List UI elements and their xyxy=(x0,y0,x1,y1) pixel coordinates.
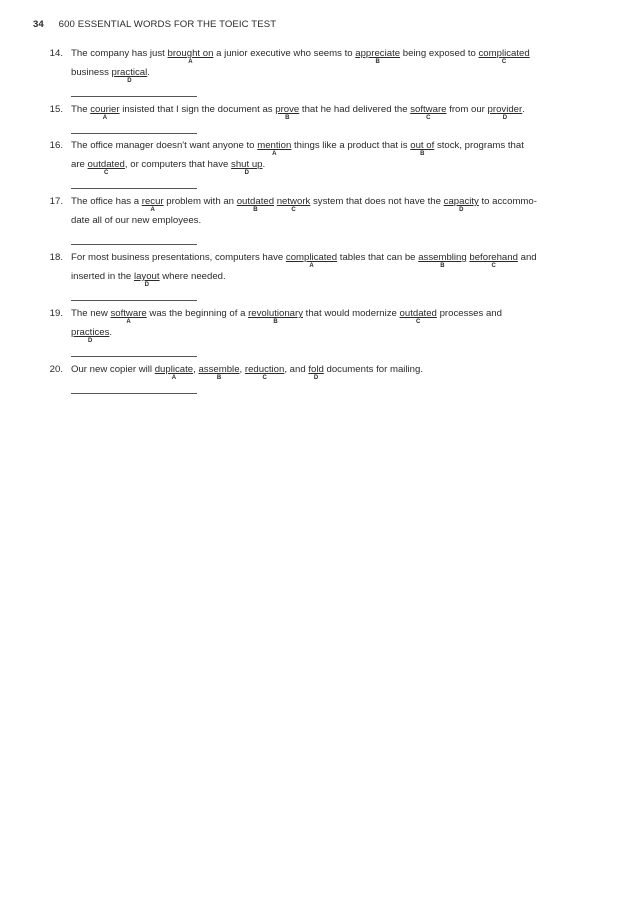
underlined-option: shut up D xyxy=(231,159,263,176)
question-text-line: The new software A was the beginning of a revolutionary B that would modernize outdated C processes and xyxy=(71,308,502,325)
option-letter: A xyxy=(126,319,131,325)
underlined-option: software A xyxy=(110,308,147,325)
underlined-option: appreciate B xyxy=(355,48,401,65)
option-letter: B xyxy=(440,263,445,269)
answer-blank-line[interactable] xyxy=(71,356,197,357)
option-letter: B xyxy=(420,151,425,157)
option-letter: A xyxy=(188,59,193,65)
underlined-option: revolutionary B xyxy=(248,308,304,325)
underlined-option: beforehand C xyxy=(469,252,518,269)
option-letter: D xyxy=(127,78,132,84)
underlined-option: reduction C xyxy=(244,364,285,381)
option-letter: C xyxy=(416,319,421,325)
question-text-line: The company has just brought on A a junior executive who seems to appreciate B being exposed to complicated C xyxy=(71,48,530,65)
option-letter: A xyxy=(309,263,314,269)
underlined-option: outdated C xyxy=(399,308,437,325)
underlined-option: complicated C xyxy=(478,48,530,65)
option-letter: D xyxy=(313,375,319,381)
running-head xyxy=(33,19,276,30)
option-letter: B xyxy=(375,59,380,65)
option-letter: B xyxy=(216,375,222,381)
option-letter: C xyxy=(501,59,507,65)
option-letter: C xyxy=(291,207,296,213)
option-letter: C xyxy=(104,170,109,176)
question-number: 19. xyxy=(49,308,63,319)
underlined-option: out of B xyxy=(410,140,435,157)
option-letter: D xyxy=(459,207,464,213)
answer-blank-line[interactable] xyxy=(71,188,197,189)
option-letter: B xyxy=(253,207,258,213)
question-number: 17. xyxy=(49,196,63,207)
question-number: 14. xyxy=(49,48,63,59)
option-letter: A xyxy=(150,207,155,213)
question-number: 16. xyxy=(49,140,63,151)
underlined-option: layout D xyxy=(133,271,160,288)
option-letter: C xyxy=(426,115,431,121)
option-letter: B xyxy=(285,115,290,121)
answer-blank-line[interactable] xyxy=(71,133,197,134)
underlined-option: fold D xyxy=(308,364,324,381)
option-letter: C xyxy=(491,263,496,269)
underlined-option: assemble B xyxy=(198,364,240,381)
question-number: 18. xyxy=(49,252,63,263)
answer-blank-line[interactable] xyxy=(71,244,197,245)
option-letter: A xyxy=(102,115,108,121)
underlined-option: capacity D xyxy=(443,196,479,213)
underlined-option: software C xyxy=(410,104,447,121)
option-letter: A xyxy=(171,375,177,381)
underlined-option: practices D xyxy=(71,327,110,344)
underlined-option: duplicate A xyxy=(154,364,194,381)
question-text-line: business practical D . xyxy=(71,67,150,84)
underlined-option: complicated A xyxy=(285,252,338,269)
option-letter: D xyxy=(244,170,249,176)
option-letter: D xyxy=(88,338,93,344)
question-text-line: practices D . xyxy=(71,327,113,344)
underlined-option: provider D xyxy=(487,104,523,121)
page-number: 34 xyxy=(33,19,44,30)
option-letter: A xyxy=(272,151,277,157)
answer-blank-line[interactable] xyxy=(71,300,197,301)
underlined-option: practical D xyxy=(111,67,148,84)
question-text-line: For most business presentations, computers have complicated A tables that can be assembling B beforehand C and xyxy=(71,252,537,269)
underlined-option: outdated C xyxy=(87,159,125,176)
underlined-option: mention A xyxy=(257,140,292,157)
answer-blank-line[interactable] xyxy=(71,393,197,394)
option-letter: C xyxy=(262,375,267,381)
underlined-option: assembling B xyxy=(418,252,467,269)
underlined-option: outdated B xyxy=(236,196,275,213)
question-text-line: date all of our new employees. xyxy=(71,215,202,226)
underlined-option: brought on A xyxy=(167,48,214,65)
underlined-option: recur A xyxy=(141,196,164,213)
book-title: 600 ESSENTIAL WORDS FOR THE TOEIC TEST xyxy=(58,19,277,30)
question-text-line: are outdated C , or computers that have shut up D . xyxy=(71,159,266,176)
option-letter: B xyxy=(273,319,278,325)
question-number: 15. xyxy=(49,104,63,115)
underlined-option: prove B xyxy=(275,104,300,121)
question-text-line: The office manager doesn't want anyone to mention A things like a product that is out of B stock, programs that xyxy=(71,140,524,157)
question-text-line: inserted in the layout D where needed. xyxy=(71,271,226,288)
underlined-option: courier A xyxy=(90,104,120,121)
question-text-line: The courier A insisted that I sign the document as prove B that he had delivered the software C from our provider D . xyxy=(71,104,525,121)
question-text-line: The office has a recur A problem with an outdated B network C system that does not have the capacity D to accommo- xyxy=(71,196,537,213)
question-number: 20. xyxy=(49,364,63,375)
underlined-option: network C xyxy=(276,196,311,213)
answer-blank-line[interactable] xyxy=(71,96,197,97)
option-letter: D xyxy=(144,282,149,288)
question-text-line: Our new copier will duplicate A , assemble B , reduction C , and fold D documents for mailing. xyxy=(71,364,424,381)
option-letter: D xyxy=(502,115,508,121)
